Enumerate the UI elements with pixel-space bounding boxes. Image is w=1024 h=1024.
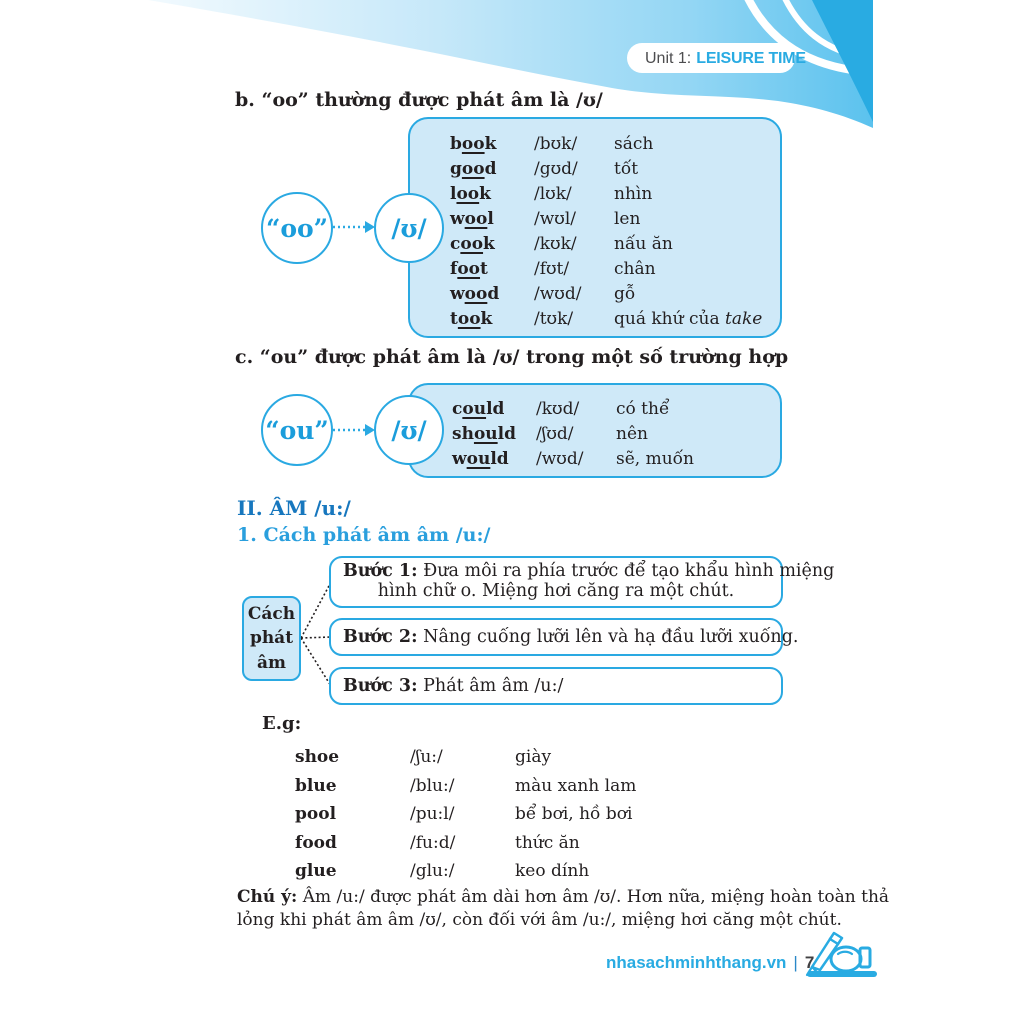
word-box-ou (408, 383, 782, 478)
meaning-text: gỗ (614, 283, 636, 304)
word-text: look (450, 183, 491, 204)
word-row (450, 181, 780, 206)
phonetic-text: /blu:/ (410, 775, 455, 796)
word-row (450, 206, 780, 231)
phonetic-text: /kʊd/ (536, 398, 580, 419)
word-text: good (450, 158, 497, 179)
word-text: shoe (295, 747, 340, 768)
writing-hand-icon (798, 930, 882, 980)
word-row (452, 446, 780, 471)
word-box-oo (408, 117, 782, 338)
word-row (450, 231, 780, 256)
page-number: 7 (804, 953, 815, 972)
section-2-heading: II. ÂM /u:/ (237, 496, 351, 520)
word-text: pool (295, 804, 337, 825)
word-text: could (452, 398, 505, 419)
step-box-3: Bước 3: Phát âm âm /u:/ (329, 667, 783, 705)
grapheme-circle-ou: “ou” (261, 394, 333, 466)
phoneme-circle-b: /ʊ/ (374, 193, 444, 263)
example-row (295, 772, 735, 801)
phonetic-text: /tʊk/ (534, 308, 574, 329)
dotted-arrow-icon (332, 422, 376, 438)
meaning-text: thức ăn (515, 832, 580, 853)
word-text: would (452, 448, 509, 469)
word-row (450, 131, 780, 156)
phonetic-text: /ʃʊd/ (536, 423, 574, 444)
meaning-text: tốt (614, 158, 639, 179)
word-row (450, 306, 780, 331)
meaning-text: sách (614, 133, 654, 154)
word-text: should (452, 423, 516, 444)
meaning-text: màu xanh lam (515, 775, 637, 796)
eg-label: E.g: (262, 713, 302, 734)
meaning-text: quá khứ của take (614, 308, 763, 329)
meaning-text: giày (515, 747, 552, 768)
word-text: book (450, 133, 497, 154)
example-list (295, 743, 735, 886)
word-text: cook (450, 233, 495, 254)
meaning-text: có thể (616, 398, 670, 419)
phonetic-text: /pu:l/ (410, 804, 455, 825)
unit-header-tab (645, 50, 806, 68)
word-row (452, 396, 780, 421)
word-row (450, 156, 780, 181)
phonetic-text: /wʊd/ (536, 448, 584, 469)
example-row (295, 800, 735, 829)
unit-title: LEISURE TIME (696, 50, 806, 67)
footer-divider: | (793, 953, 798, 972)
method-box: Cách phát âm (242, 596, 301, 681)
section-b-heading: b. “oo” thường được phát âm là /ʊ/ (235, 89, 603, 111)
word-row (450, 256, 780, 281)
step-connector-lines (299, 568, 333, 696)
phonetic-text: /kʊk/ (534, 233, 577, 254)
example-row (295, 829, 735, 858)
phonetic-text: /lʊk/ (534, 183, 572, 204)
meaning-text: nấu ăn (614, 233, 673, 254)
phoneme-circle-c: /ʊ/ (374, 395, 444, 465)
meaning-text: len (614, 208, 641, 229)
word-row (452, 421, 780, 446)
phonetic-text: /glu:/ (410, 861, 455, 882)
unit-label: Unit 1: (645, 50, 692, 67)
phonetic-text: /fʊt/ (534, 258, 570, 279)
meaning-text: bể bơi, hồ bơi (515, 804, 633, 825)
note-label: Chú ý: (237, 887, 298, 907)
footer (606, 953, 814, 973)
section-c-heading: c. “ou” được phát âm là /ʊ/ trong một số trường hợp (235, 346, 789, 368)
word-text: food (295, 832, 337, 853)
word-text: took (450, 308, 493, 329)
phonetic-text: /fu:d/ (410, 832, 456, 853)
phonetic-text: /wʊd/ (534, 283, 582, 304)
step-box-2: Bước 2: Nâng cuống lưỡi lên và hạ đầu lưỡi xuống. (329, 618, 783, 656)
word-text: blue (295, 775, 337, 796)
step-label: Bước 3: (343, 676, 418, 696)
word-row (450, 281, 780, 306)
meaning-text: sẽ, muốn (616, 448, 695, 469)
word-text: wool (450, 208, 494, 229)
note: Chú ý: Âm /u:/ được phát âm dài hơn âm /ʊ/. Hơn nữa, miệng hoàn toàn thả lỏng khi phát âm âm /ʊ/, còn đối với âm /u:/, miệng hơi căng một chút. (237, 887, 890, 930)
word-text: wood (450, 283, 500, 304)
section-2-subheading: 1. Cách phát âm âm /u:/ (237, 524, 491, 546)
meaning-text: keo dính (515, 861, 590, 882)
phonetic-text: /gʊd/ (534, 158, 578, 179)
word-text: glue (295, 861, 337, 882)
word-text: foot (450, 258, 488, 279)
meaning-text: nhìn (614, 183, 653, 204)
phonetic-text: /ʃu:/ (410, 747, 443, 768)
phonetic-text: /bʊk/ (534, 133, 578, 154)
meaning-text: nên (616, 423, 648, 444)
step-box-1: Bước 1: Đưa môi ra phía trước để tạo khẩu hình miệng hình chữ o. Miệng hơi căng ra một chút. (329, 556, 783, 608)
step-label: Bước 1: (343, 561, 418, 581)
example-row (295, 743, 735, 772)
footer-site: nhasachminhthang.vn (606, 953, 787, 972)
example-row (295, 857, 735, 886)
meaning-text: chân (614, 258, 656, 279)
step-label: Bước 2: (343, 627, 418, 647)
phonetic-text: /wʊl/ (534, 208, 576, 229)
dotted-arrow-icon (332, 219, 376, 235)
grapheme-circle-oo: “oo” (261, 192, 333, 264)
